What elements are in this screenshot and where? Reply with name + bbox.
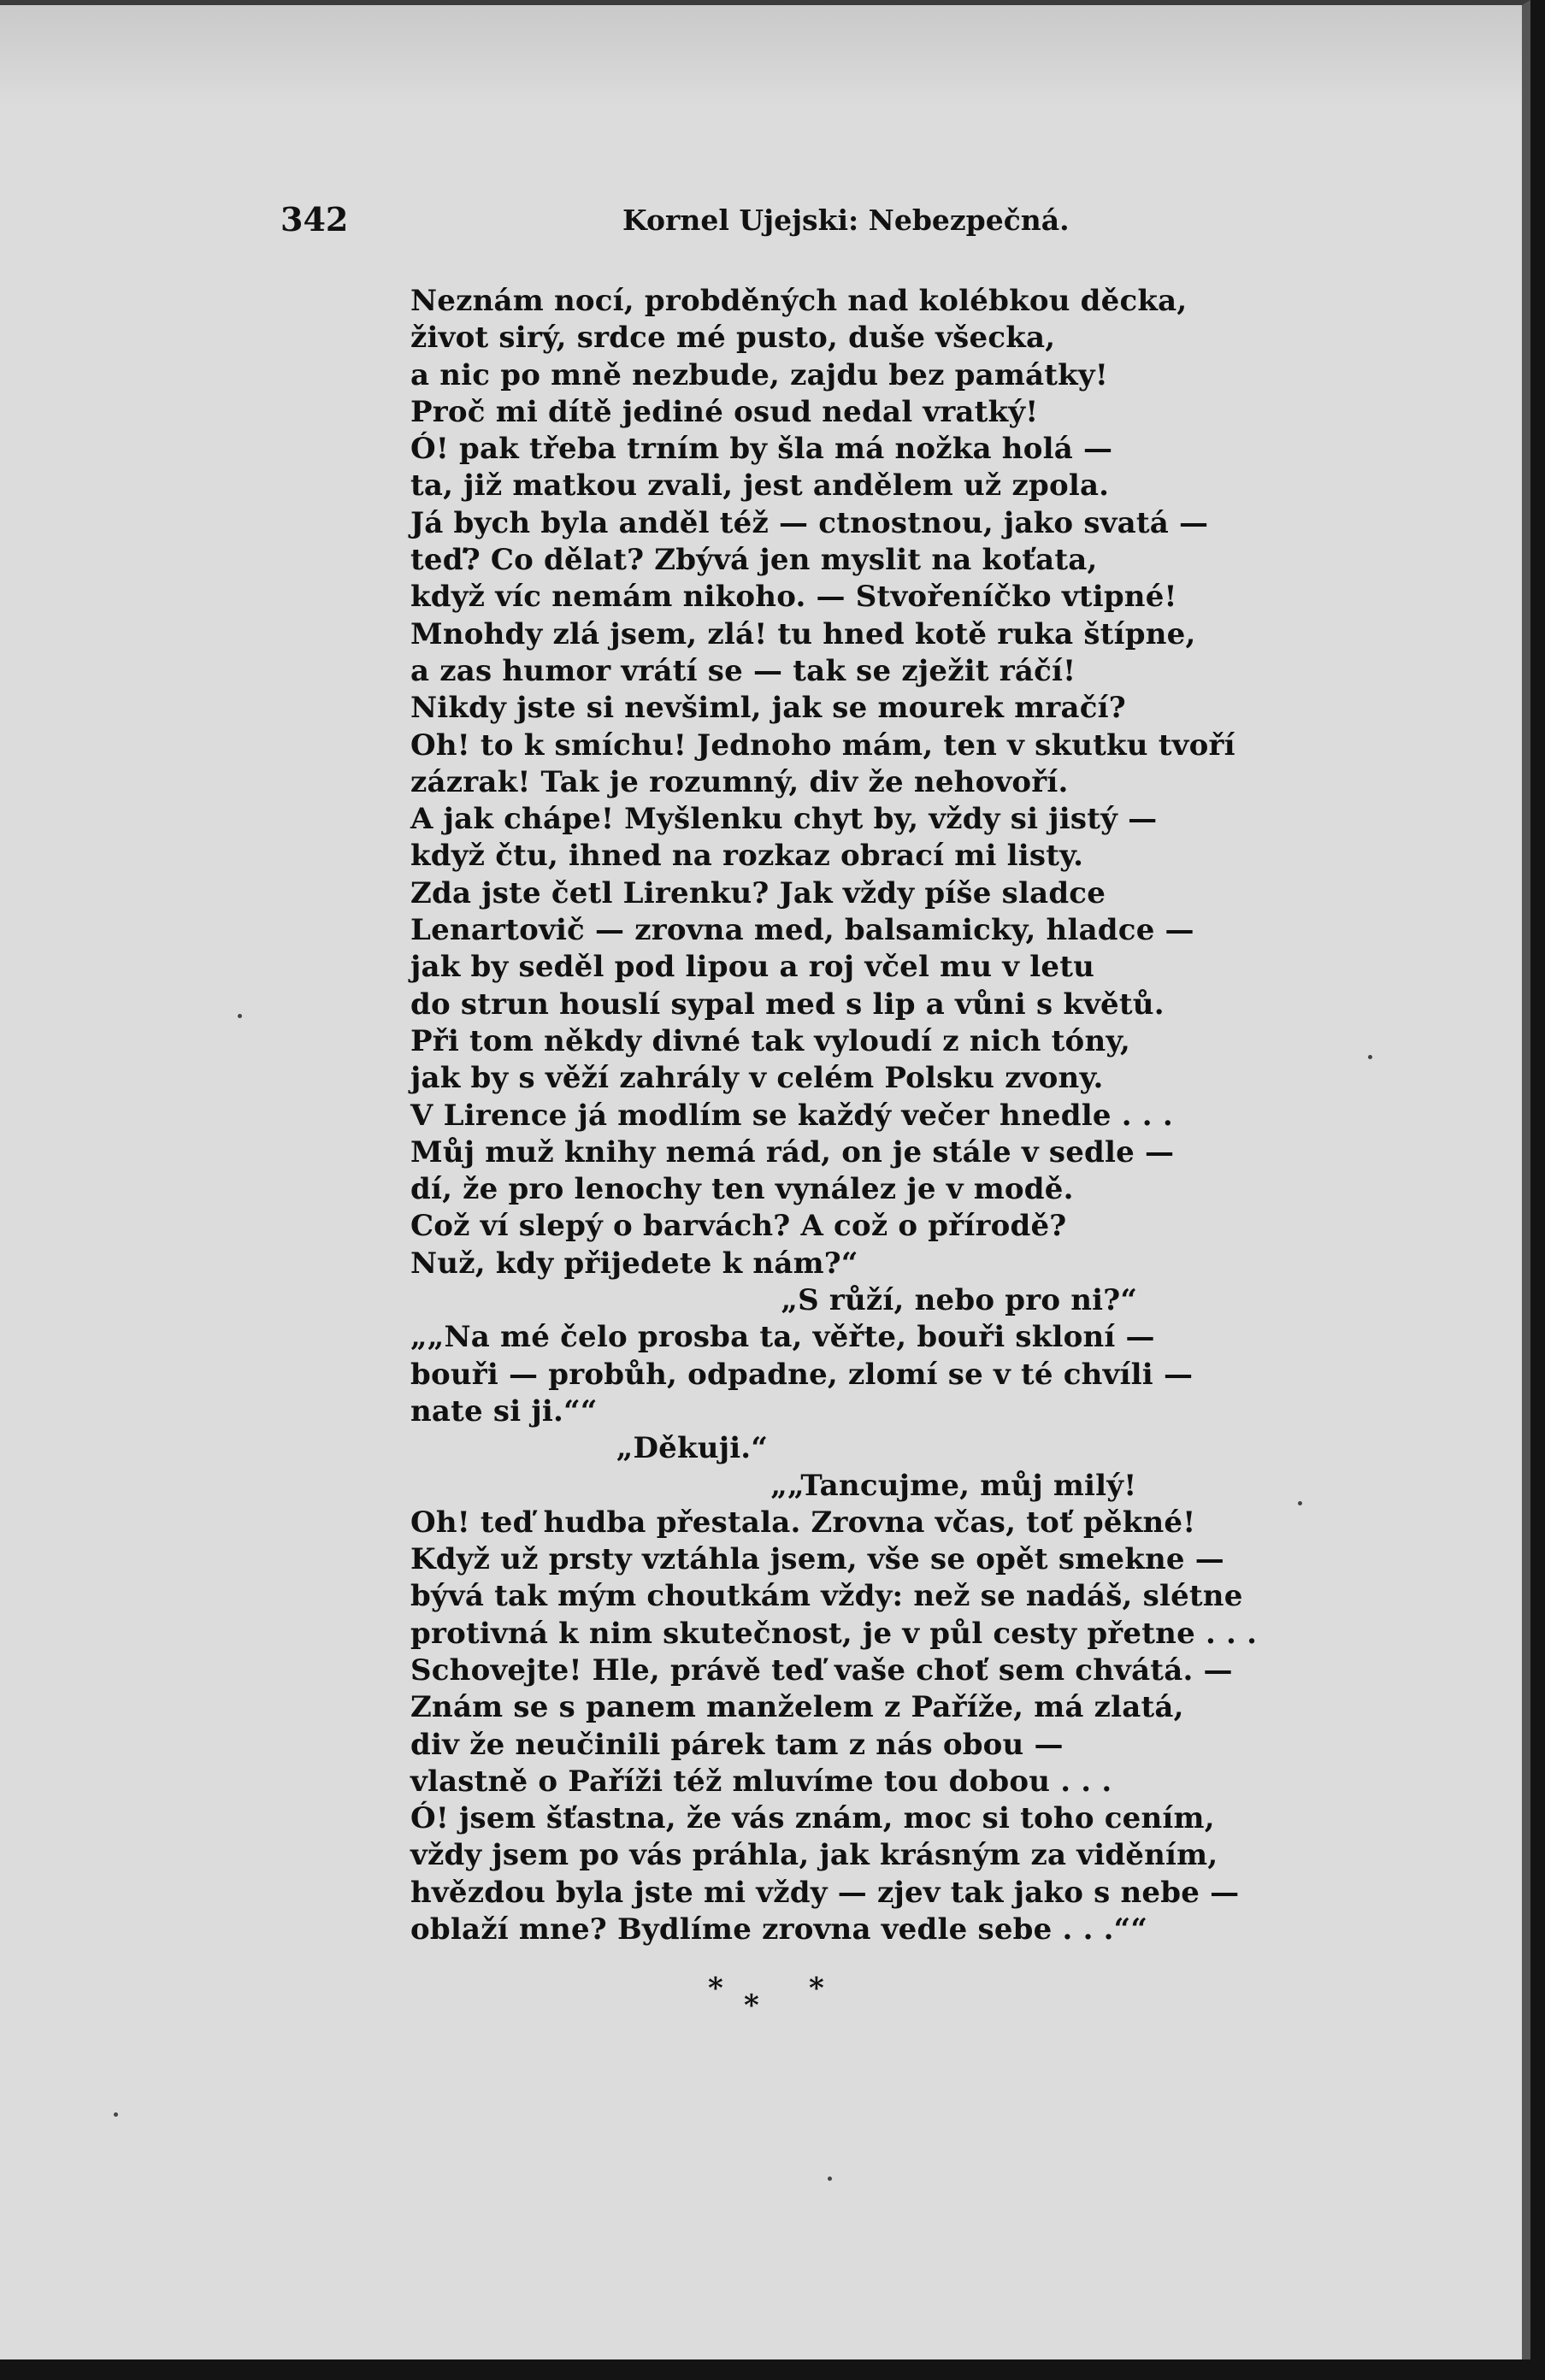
poem-line: Neznám nocí, probděných nad kolébkou děcka, (410, 284, 1188, 318)
poem-line: Když už prsty vztáhla jsem, vše se opět smekne — (410, 1542, 1224, 1577)
poem-line: jak by seděl pod lipou a roj včel mu v letu (410, 950, 1095, 985)
poem-line: Zda jste četl Lirenku? Jak vždy píše sladce (410, 875, 1106, 910)
poem-line: „Děkuji.“ (410, 1431, 769, 1466)
poem-line: vždy jsem po vás práhla, jak krásným za viděním, (410, 1838, 1218, 1873)
poem-line: a zas humor vrátí se — tak se zježit ráčí! (410, 653, 1076, 688)
poem-text (410, 283, 1265, 1948)
poem-line: vlastně o Paříži též mluvíme tou dobou . . . (410, 1764, 1112, 1799)
paper-speck (238, 1014, 242, 1018)
poem-line: protivná k nim skutečnost, je v půl cesty přetne . . . (410, 1616, 1258, 1651)
poem-line: dí, že pro lenochy ten vynález je v modě. (410, 1172, 1074, 1207)
poem-line: Při tom někdy divné tak vyloudí z nich tóny, (410, 1023, 1131, 1058)
poem-line: Oh! to k smíchu! Jednoho mám, ten v skutku tvoří (410, 728, 1235, 763)
poem-line: oblaží mne? Bydlíme zrovna vedle sebe . . .““ (410, 1912, 1148, 1947)
poem-line: když čtu, ihned na rozkaz obrací mi listy. (410, 839, 1084, 874)
poem-line: Ó! pak třeba trním by šla má nožka holá — (410, 432, 1113, 467)
poem-line: Nuž, kdy přijedete k nám?“ (410, 1246, 858, 1281)
page-header (280, 200, 1070, 243)
poem-line: V Lirence já modlím se každý večer hnedle . . . (410, 1098, 1173, 1133)
section-divider-asterisks (701, 1971, 838, 2023)
poem-line: nate si ji.““ (410, 1393, 598, 1429)
poem-line: „„Tancujme, můj milý! (410, 1468, 1137, 1503)
asterisk: * (744, 1988, 759, 2023)
poem-line: jak by s věží zahrály v celém Polsku zvony. (410, 1061, 1104, 1096)
paper-speck (1298, 1501, 1302, 1505)
asterisk: * (809, 1971, 824, 2006)
poem-line: A jak chápe! Myšlenku chyt by, vždy si jistý — (410, 802, 1158, 837)
poem-line: Lenartovič — zrovna med, balsamicky, hladce — (410, 913, 1194, 948)
running-title: Kornel Ujejski: Nebezpečná. (622, 203, 1070, 237)
poem-line: a nic po mně nezbude, zajdu bez památky! (410, 357, 1108, 392)
poem-line: Nikdy jste si nevšiml, jak se mourek mračí? (410, 691, 1126, 726)
paper-speck (828, 2177, 832, 2181)
poem-line: div že neučinili párek tam z nás obou — (410, 1727, 1064, 1762)
paper-speck (114, 2112, 118, 2117)
poem-line: když víc nemám nikoho. — Stvořeníčko vtipné! (410, 580, 1177, 615)
poem-line: bouři — probůh, odpadne, zlomí se v té chvíli — (410, 1357, 1194, 1392)
poem-line: Mnohdy zlá jsem, zlá! tu hned kotě ruka štípne, (410, 616, 1196, 651)
poem-line: bývá tak mým choutkám vždy: než se nadáš, slétne (410, 1579, 1243, 1614)
poem-line: do strun houslí sypal med s lip a vůni s květů. (410, 987, 1165, 1022)
paper-speck (1368, 1055, 1372, 1059)
poem-line: Schovejte! Hle, právě teď vaše choť sem chvátá. — (410, 1652, 1233, 1688)
page-number: 342 (280, 200, 349, 239)
poem-line: teď? Co dělat? Zbývá jen myslit na koťata, (410, 543, 1098, 578)
poem-line: Znám se s panem manželem z Paříže, má zlatá, (410, 1690, 1184, 1725)
poem-line: hvězdou byla jste mi vždy — zjev tak jako s nebe — (410, 1875, 1240, 1910)
poem-line: ta, již matkou zvali, jest andělem už zpola. (410, 468, 1110, 504)
poem-line: Oh! teď hudba přestala. Zrovna včas, toť pěkné! (410, 1505, 1196, 1540)
poem-line: Já bych byla anděl též — ctnostnou, jako svatá — (410, 505, 1209, 540)
poem-line: zázrak! Tak je rozumný, div že nehovoří. (410, 764, 1069, 799)
poem-line: Můj muž knihy nemá rád, on je stále v sedle — (410, 1134, 1175, 1169)
poem-line: život sirý, srdce mé pusto, duše všecka, (410, 321, 1056, 356)
poem-line: Proč mi dítě jediné osud nedal vratký! (410, 394, 1039, 429)
poem-line: Ó! jsem šťastna, že vás znám, moc si toho cením, (410, 1801, 1215, 1836)
poem-line: Což ví slepý o barvách? A což o přírodě? (410, 1209, 1067, 1244)
poem-line: „„Na mé čelo prosba ta, věřte, bouři skloní — (410, 1320, 1155, 1355)
poem-line: „S růží, nebo pro ni?“ (410, 1283, 1138, 1318)
asterisk: * (708, 1971, 723, 2006)
